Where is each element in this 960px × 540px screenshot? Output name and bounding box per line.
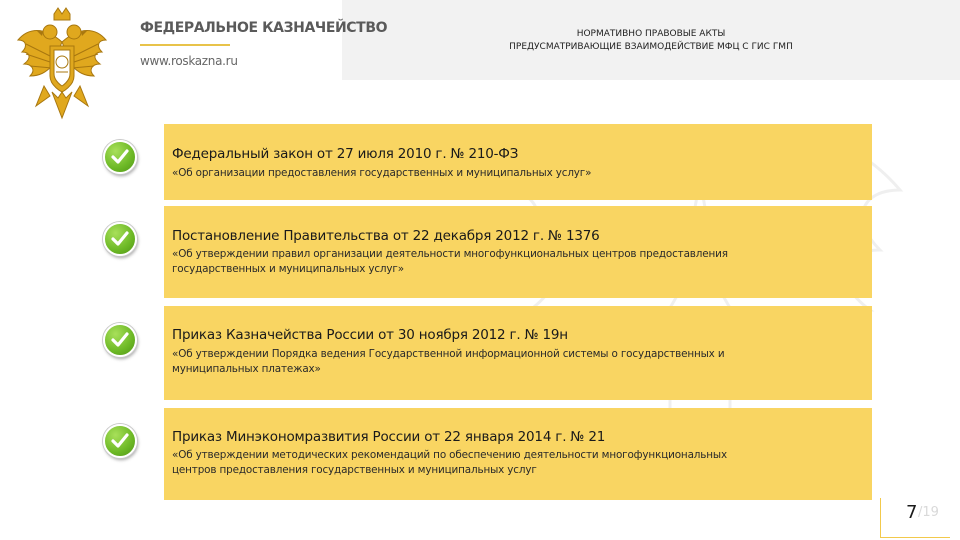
list-item: [164, 408, 872, 500]
act-description-line: государственных и муниципальных услуг»: [172, 263, 404, 275]
check-icon: [103, 323, 137, 357]
list-item: [164, 124, 872, 200]
act-description: [172, 347, 852, 377]
act-description-line: «Об утверждении методических рекомендаций по обеспечению деятельности многофункциональных: [172, 449, 727, 461]
document-title-line-1: НОРМАТИВНО ПРАВОВЫЕ АКТЫ: [576, 29, 726, 39]
document-title: [342, 28, 960, 54]
check-icon: [103, 140, 137, 174]
document-title-line-2: ПРЕДУСМАТРИВАЮЩИЕ ВЗАИМОДЕЙСТВИЕ МФЦ С ГИС ГМП: [509, 42, 793, 52]
list-item: [164, 206, 872, 298]
act-description: [172, 448, 852, 478]
act-description-line: центров предоставления государственных и муниципальных услуг: [172, 464, 537, 476]
act-description-line: «Об утверждении правил организации деятельности многофункциональных центров предоставления: [172, 248, 728, 260]
act-description: [172, 247, 852, 277]
org-url[interactable]: www.roskazna.ru: [140, 54, 238, 68]
page-current: 7: [906, 502, 918, 523]
coat-of-arms-emblem: [14, 6, 110, 124]
act-title: Постановление Правительства от 22 декабря 2012 г. № 1376: [172, 228, 600, 244]
list-item: [164, 306, 872, 400]
act-description-line: муниципальных платежах»: [172, 363, 321, 375]
act-description: [172, 166, 852, 181]
act-description-line: «Об утверждении Порядка ведения Государственной информационной системы о государственных и: [172, 348, 725, 360]
org-name: ФЕДЕРАЛЬНОЕ КАЗНАЧЕЙСТВО: [140, 20, 388, 36]
page-total: /19: [918, 505, 939, 520]
check-icon: [103, 424, 137, 458]
org-divider: [140, 44, 230, 46]
act-title: Приказ Минэкономразвития России от 22 января 2014 г. № 21: [172, 429, 606, 445]
act-description-line: «Об организации предоставления государственных и муниципальных услуг»: [172, 167, 592, 179]
act-title: Федеральный закон от 27 июля 2010 г. № 210-ФЗ: [172, 146, 519, 162]
check-icon: [103, 222, 137, 256]
act-title: Приказ Казначейства России от 30 ноября 2012 г. № 19н: [172, 327, 568, 343]
